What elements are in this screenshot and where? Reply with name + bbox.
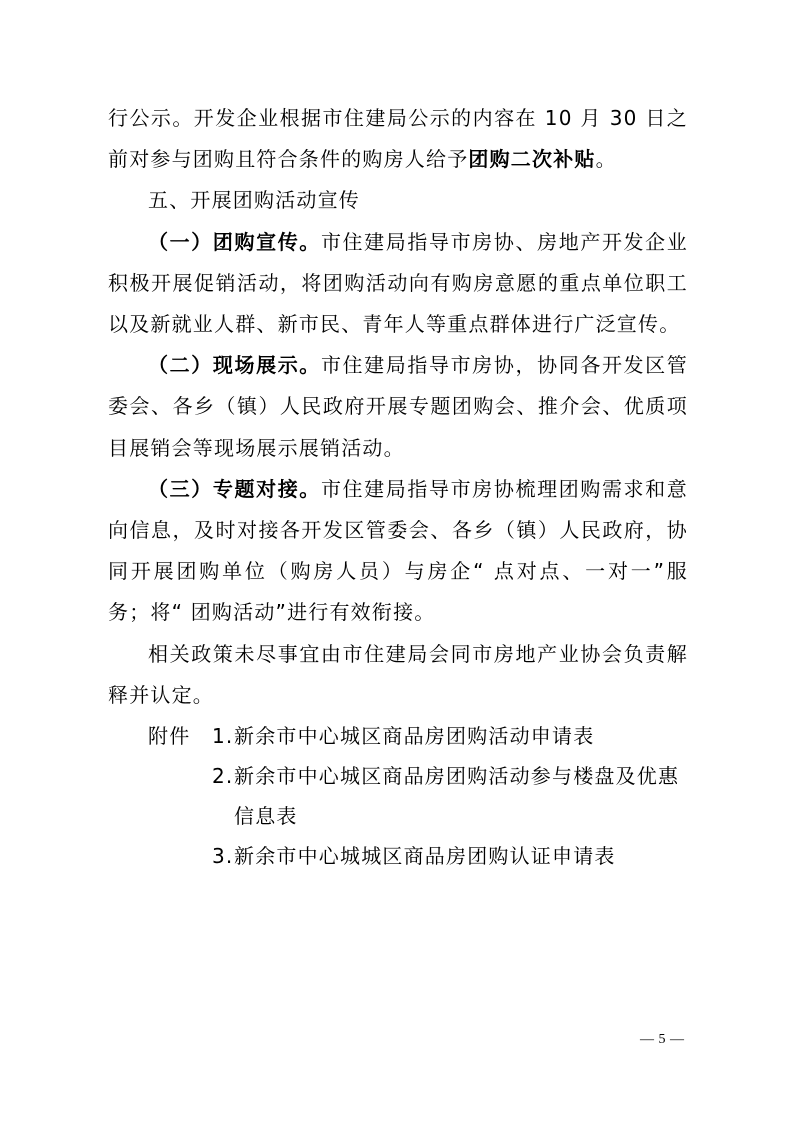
page-number: — 5 — — [640, 1032, 685, 1047]
body-text — [108, 98, 688, 716]
paragraph-group-promotion — [108, 222, 688, 346]
paragraph-special-docking — [108, 469, 688, 634]
attachment-item — [212, 716, 708, 756]
attachment-number: 1. — [212, 724, 234, 748]
attachments-label: 附件 — [148, 724, 191, 748]
attachment-title: 新余市中心城区商品房团购活动申请表 — [234, 724, 595, 748]
attachment-number: 2. — [212, 764, 234, 788]
paragraph-onsite-display-text: 市住建局指导市房协，协同各开发区管委会、各乡（镇）人民政府开展专题团购会、推介会、优质项目展销会等现场展示展销活动。 — [108, 353, 688, 460]
attachment-title: 新余市中心城城区商品房团购认证申请表 — [234, 844, 616, 868]
paragraph-special-docking-text: 市住建局指导市房协梳理团购需求和意向信息，及时对接各开发区管委会、各乡（镇）人民政府，协同开展团购单位（购房人员）与房企“ 点对点、一对一”服务；将“ 团购活动”进行有效衔接。 — [108, 476, 688, 625]
attachment-title: 新余市中心城区商品房团购活动参与楼盘及优惠 — [234, 764, 680, 788]
subsidy-emphasis: 团购二次补贴 — [468, 147, 596, 172]
attachment-row-3 — [148, 836, 708, 876]
paragraph-publicity — [108, 98, 688, 180]
attachment-row-1 — [148, 716, 708, 756]
attachment-title-continued: 信息表 — [234, 804, 298, 828]
attachment-item — [212, 836, 708, 876]
attachments-list — [148, 716, 708, 876]
section-heading-promotion: 五、开展团购活动宣传 — [148, 188, 360, 213]
attachment-item — [212, 756, 708, 836]
subheading-group-promotion: （一）团购宣传。 — [148, 229, 321, 254]
attachment-row-2 — [148, 756, 708, 836]
subheading-special-docking: （三）专题对接。 — [148, 476, 321, 501]
paragraph-interpretation: 相关政策未尽事宜由市住建局会同市房地产业协会负责解释并认定。 — [108, 641, 688, 707]
subheading-onsite-display: （二）现场展示。 — [148, 353, 321, 378]
paragraph-publicity-end: 。 — [595, 147, 617, 172]
attachment-number: 3. — [212, 844, 234, 868]
paragraph-publicity-text: 行公示。开发企业根据市住建局公示的内容在 10 月 30 日之前对参与团购且符合条件的购房人给予 — [108, 106, 688, 172]
paragraph-onsite-display — [108, 345, 688, 469]
paragraph-group-promotion-text: 市住建局指导市房协、房地产开发企业积极开展促销活动，将团购活动向有购房意愿的重点单位职工以及新就业人群、新市民、青年人等重点群体进行广泛宣传。 — [108, 229, 688, 337]
